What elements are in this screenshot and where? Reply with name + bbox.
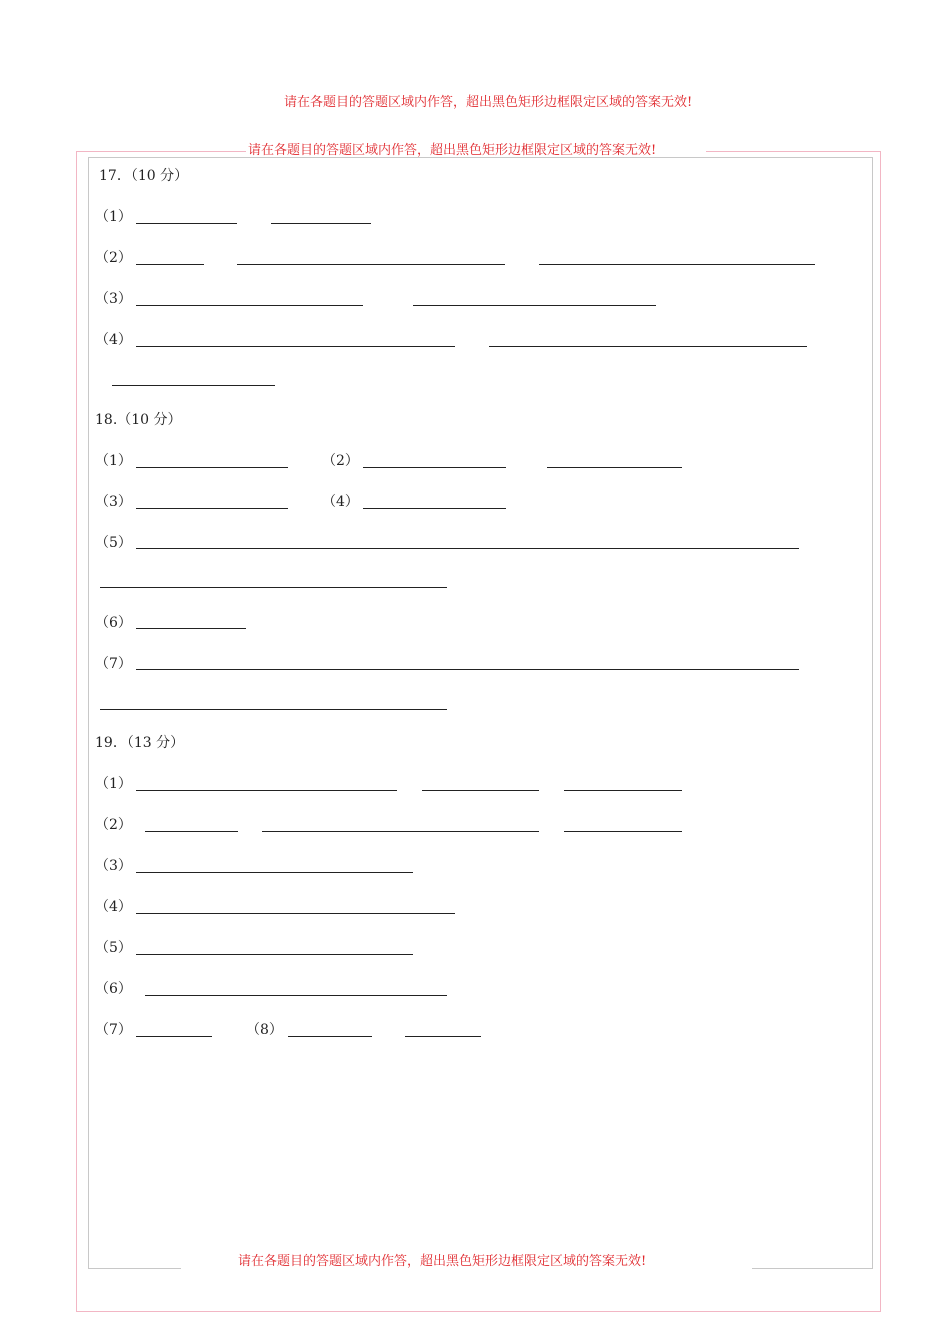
q18-part5-blank-b[interactable]	[100, 587, 447, 588]
bottom-notice: 请在各题目的答题区域内作答，超出黑色矩形边框限定区域的答案无效!	[238, 1254, 647, 1269]
q19-part6-blank[interactable]	[145, 995, 447, 996]
q18-part4-label: （4）	[322, 494, 359, 510]
q18-part3-label: （3）	[95, 494, 132, 510]
q19-part7-label: （7）	[95, 1022, 132, 1038]
q19-part1-blank-b[interactable]	[422, 790, 539, 791]
q17-part4-label: （4）	[95, 332, 132, 348]
inner-frame-bottom-right	[752, 1268, 873, 1269]
q19-part5-label: （5）	[95, 940, 132, 956]
q18-heading: 18.（10 分）	[95, 412, 182, 428]
q19-part8-label: （8）	[246, 1022, 283, 1038]
q18-part2-blank-a[interactable]	[363, 467, 506, 468]
q17-part3-blank-b[interactable]	[413, 305, 656, 306]
frame-notice: 请在各题目的答题区域内作答，超出黑色矩形边框限定区域的答案无效!	[248, 143, 657, 158]
q17-part2-blank-b[interactable]	[237, 264, 505, 265]
q19-part8-blank-a[interactable]	[288, 1036, 372, 1037]
q19-part2-blank-b[interactable]	[262, 831, 539, 832]
inner-frame-bottom-left	[88, 1268, 181, 1269]
q17-heading: 17．（10 分）	[99, 168, 189, 184]
q18-part6-label: （6）	[95, 615, 132, 631]
q19-part3-blank[interactable]	[136, 872, 413, 873]
q17-part4-blank-b[interactable]	[489, 346, 807, 347]
q18-part1-label: （1）	[95, 453, 132, 469]
q17-part1-blank-a[interactable]	[136, 223, 237, 224]
q17-part3-blank-a[interactable]	[136, 305, 363, 306]
q19-part4-label: （4）	[95, 899, 132, 915]
q18-part7-blank-a[interactable]	[136, 669, 799, 670]
q18-part5-label: （5）	[95, 535, 132, 551]
q19-part2-blank-c[interactable]	[564, 831, 682, 832]
q19-part7-blank[interactable]	[136, 1036, 212, 1037]
q19-part2-blank-a[interactable]	[145, 831, 238, 832]
q19-part2-label: （2）	[95, 817, 132, 833]
q19-part1-label: （1）	[95, 776, 132, 792]
q17-part3-label: （3）	[95, 291, 132, 307]
q18-part6-blank[interactable]	[136, 628, 246, 629]
q18-part5-blank-a[interactable]	[136, 548, 799, 549]
q17-part2-blank-a[interactable]	[136, 264, 204, 265]
q18-part7-blank-b[interactable]	[100, 709, 447, 710]
q19-heading: 19．（13 分）	[95, 735, 185, 751]
q17-part4-blank-c[interactable]	[112, 385, 275, 386]
q19-part1-blank-a[interactable]	[136, 790, 397, 791]
q17-part2-label: （2）	[95, 250, 132, 266]
q19-part5-blank[interactable]	[136, 954, 413, 955]
q18-part4-blank[interactable]	[363, 508, 506, 509]
q18-part3-blank[interactable]	[136, 508, 288, 509]
q18-part7-label: （7）	[95, 656, 132, 672]
q19-part1-blank-c[interactable]	[564, 790, 682, 791]
q19-part6-label: （6）	[95, 981, 132, 997]
q19-part4-blank[interactable]	[136, 913, 455, 914]
q17-part1-label: （1）	[95, 209, 132, 225]
q18-part1-blank[interactable]	[136, 467, 288, 468]
top-notice: 请在各题目的答题区域内作答，超出黑色矩形边框限定区域的答案无效!	[284, 95, 693, 110]
q18-part2-blank-b[interactable]	[547, 467, 682, 468]
q19-part8-blank-b[interactable]	[405, 1036, 481, 1037]
q18-part2-label: （2）	[322, 453, 359, 469]
q19-part3-label: （3）	[95, 858, 132, 874]
q17-part4-blank-a[interactable]	[136, 346, 455, 347]
inner-answer-frame	[88, 157, 873, 1269]
q17-part2-blank-c[interactable]	[539, 264, 815, 265]
q17-part1-blank-b[interactable]	[271, 223, 371, 224]
